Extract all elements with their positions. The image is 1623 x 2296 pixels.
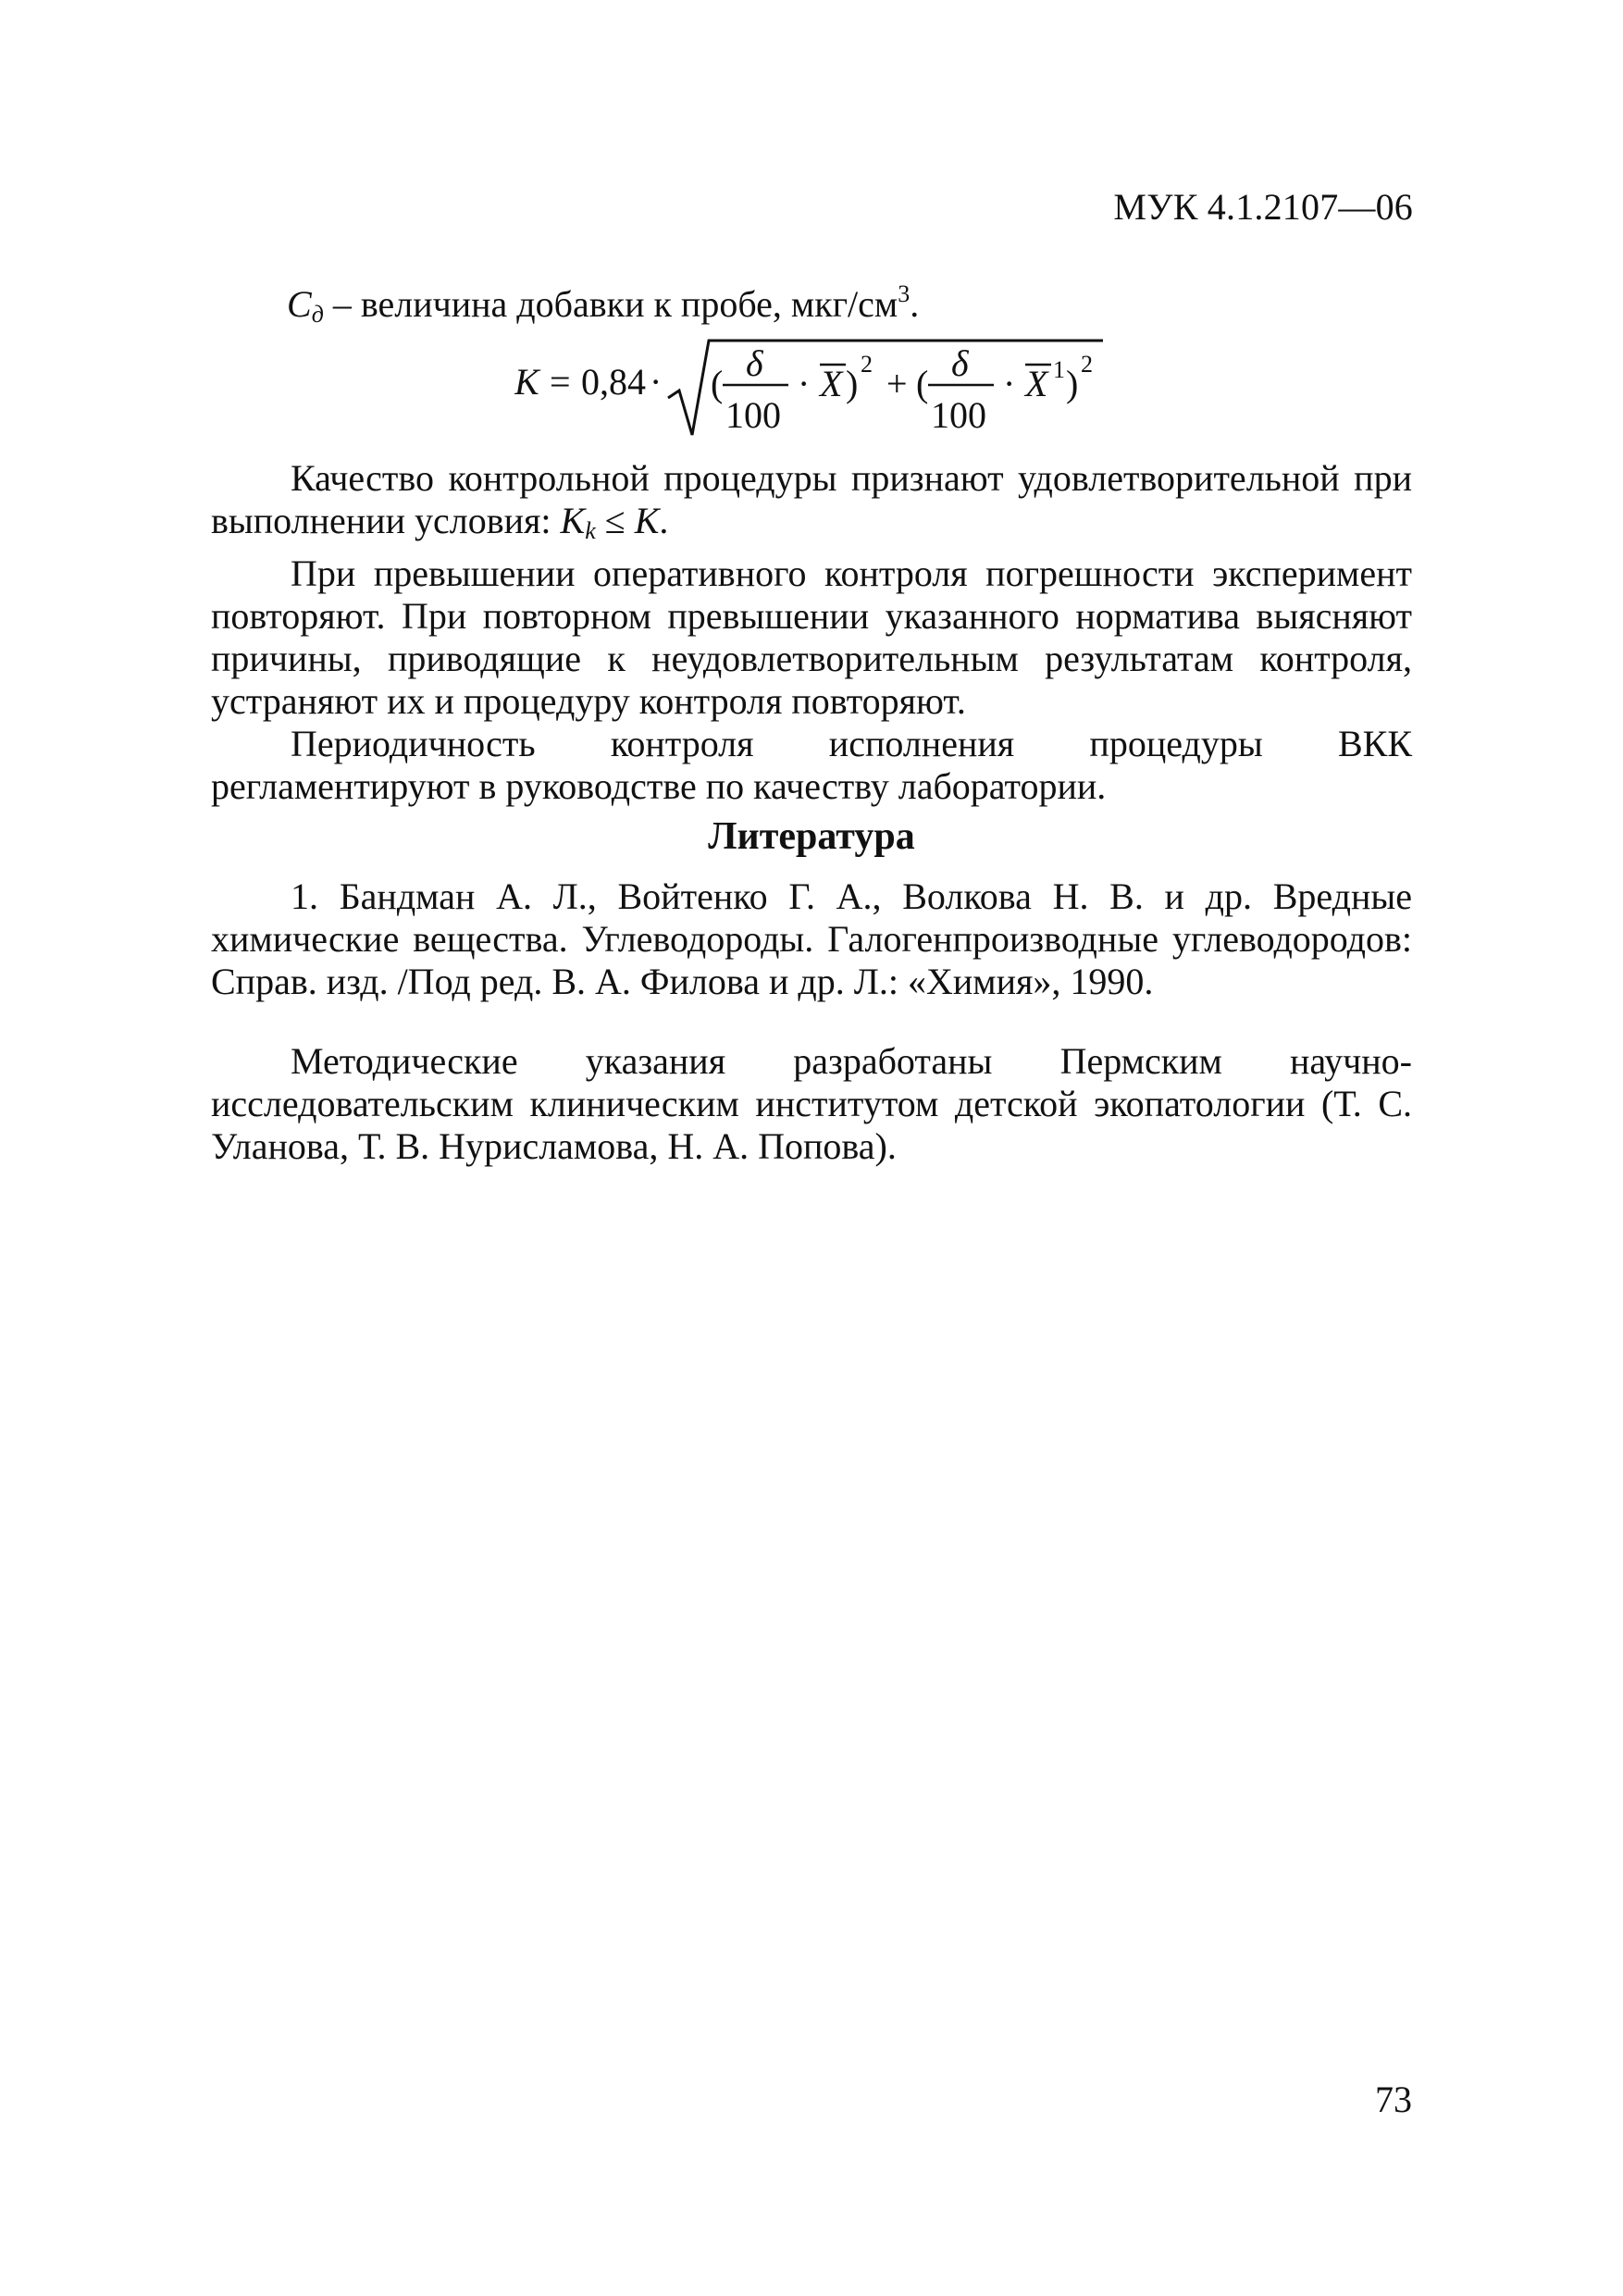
var-end: . xyxy=(910,283,920,325)
hundred-1: 100 xyxy=(725,394,781,436)
page-number: 73 xyxy=(1375,2079,1412,2120)
literature-heading: Литература xyxy=(708,815,915,858)
authors-note xyxy=(211,1040,1412,1168)
power-1: 2 xyxy=(861,351,873,378)
formula-coefficient: 0,84 xyxy=(581,361,646,403)
plus-sign: + xyxy=(886,363,908,404)
open-paren-2: ( xyxy=(916,363,929,404)
paragraph-repeat-experiment: При превышении оперативного контроля погрешности эксперимент повторяют. При повторном превышении указанного норматива выясняют причины, приводящие к неудовлетворительным результатам контроля, устраняют их и процедуру контроля повторяют. xyxy=(211,552,1412,722)
delta-2: δ xyxy=(951,342,969,384)
paragraph-periodicity: Периодичность контроля исполнения процедуры ВКК регламентируют в руководстве по качеству лаборатории. xyxy=(211,723,1412,807)
close-paren-2: ) xyxy=(1066,363,1079,404)
var-symbol-subscript: д xyxy=(311,301,324,328)
variable-definition xyxy=(287,273,919,336)
literature-list xyxy=(211,875,1412,1003)
power-2: 2 xyxy=(1081,351,1093,378)
formula-lhs: K xyxy=(514,361,539,403)
formula-equals: = xyxy=(550,361,571,403)
unit-superscript: 3 xyxy=(898,280,911,307)
close-paren-1: ) xyxy=(846,363,859,404)
formula-dot: · xyxy=(650,361,663,403)
hundred-2: 100 xyxy=(931,394,986,436)
x-2-superscript: 1 xyxy=(1053,356,1065,383)
dot-1: · xyxy=(798,363,811,404)
literature-item: 1. Бандман А. Л., Войтенко Г. А., Волкова Н. В. и др. Вредные химические вещества. Углеводороды. Галогенпроизводные углеводородов: Справ. изд. /Под ред. В. А. Филова и др. Л.: «Химия», 1990. xyxy=(211,875,1412,1002)
open-paren-1: ( xyxy=(711,363,724,404)
delta-1: δ xyxy=(746,342,763,384)
control-formula xyxy=(514,331,1107,442)
var-description: – величина добавки к пробе, мкг/см xyxy=(323,283,898,325)
document-code: МУК 4.1.2107—06 xyxy=(1113,186,1413,228)
x-2: X xyxy=(1025,363,1048,404)
dot-2: · xyxy=(1003,363,1016,404)
authors-paragraph: Методические указания разработаны Пермским научно-исследовательским клиническим институтом детской экопатологии (Т. С. Уланова, Т. В. Нурисламова, Н. А. Попова). xyxy=(211,1040,1412,1167)
var-symbol: C xyxy=(287,283,312,325)
procedure-paragraphs xyxy=(211,457,1412,808)
paragraph-quality-condition: Качество контрольной процедуры признают удовлетворительной при выполнении условия: $K_k \le K$. xyxy=(211,457,1412,544)
x-1: X xyxy=(820,363,843,404)
